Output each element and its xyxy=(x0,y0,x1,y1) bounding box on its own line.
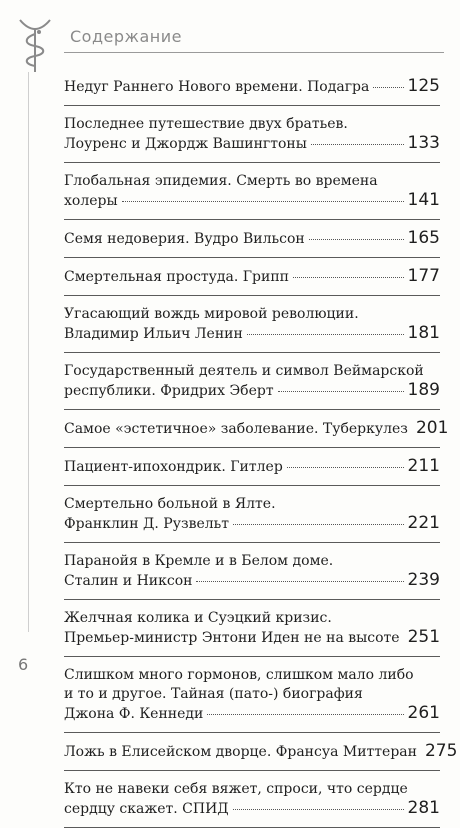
toc-entry-page: 275 xyxy=(424,741,458,761)
page-number: 6 xyxy=(18,655,29,674)
table-of-contents xyxy=(64,68,458,828)
toc-entry-title-line: Недуг Раннего Нового времени. Подагра xyxy=(64,79,370,95)
toc-entry-title-line: Владимир Ильич Ленин xyxy=(64,326,243,342)
toc-entry xyxy=(64,353,440,410)
toc-entry-title-line: Глобальная эпидемия. Смерть во времена xyxy=(64,173,378,189)
dot-leader xyxy=(122,200,404,202)
toc-entry xyxy=(64,410,449,448)
toc-entry-page: 239 xyxy=(407,570,440,590)
toc-entry-title-line: Желчная колика и Суэцкий кризис. xyxy=(64,610,332,626)
toc-entry-title-line: Пациент-ипохондрик. Гитлер xyxy=(64,459,283,475)
section-title: Содержание xyxy=(70,27,182,46)
dot-leader xyxy=(233,523,404,525)
toc-entry-title-line: Джона Ф. Кеннеди xyxy=(64,706,204,722)
dot-leader xyxy=(196,580,403,582)
toc-entry-page: 221 xyxy=(407,513,440,533)
dot-leader xyxy=(278,390,404,392)
toc-entry xyxy=(64,657,440,733)
dot-leader xyxy=(233,808,404,810)
toc-entry-title-line: Кто не навеки себя вяжет, спроси, что сердце xyxy=(64,781,408,797)
toc-entry-title-line: Паранойя в Кремле и в Белом доме. xyxy=(64,553,334,569)
dot-leader xyxy=(309,238,404,240)
toc-entry-title-line: холеры xyxy=(64,193,118,209)
dot-leader xyxy=(207,713,403,715)
side-rule xyxy=(28,72,29,632)
dot-leader xyxy=(373,86,403,88)
toc-entry-page: 125 xyxy=(407,76,440,96)
toc-entry-title-line: Семя недоверия. Вудро Вильсон xyxy=(64,231,305,247)
toc-entry xyxy=(64,771,440,828)
toc-entry xyxy=(64,296,440,353)
toc-entry xyxy=(64,68,440,106)
toc-entry-page: 165 xyxy=(407,228,440,248)
toc-entry-title-line: республики. Фридрих Эберт xyxy=(64,383,274,399)
caduceus-icon xyxy=(16,14,54,74)
toc-entry-title-line: Последнее путешествие двух братьев. xyxy=(64,116,348,132)
dot-leader xyxy=(293,276,404,278)
toc-entry-title-line: Государственный деятель и символ Веймарской xyxy=(64,363,424,379)
toc-entry-page: 281 xyxy=(407,798,440,818)
toc-entry-title-line: Премьер-министр Энтони Иден не на высоте xyxy=(64,630,400,646)
header-rule xyxy=(64,52,444,53)
toc-entry-page: 211 xyxy=(407,456,440,476)
toc-entry-page: 181 xyxy=(407,323,440,343)
toc-entry-title-line: Лоуренс и Джордж Вашингтоны xyxy=(64,136,307,152)
toc-entry-page: 141 xyxy=(407,190,440,210)
toc-entry xyxy=(64,600,440,657)
toc-entry-page: 133 xyxy=(407,133,440,153)
toc-entry xyxy=(64,220,440,258)
toc-entry-title-line: Угасающий вождь мировой революции. xyxy=(64,306,359,322)
toc-entry xyxy=(64,543,440,600)
toc-entry-page: 201 xyxy=(415,418,449,438)
toc-entry xyxy=(64,486,440,543)
toc-entry xyxy=(64,106,440,163)
toc-entry-title-line: и то и другое. Тайная (пато-) биография xyxy=(64,686,363,702)
toc-entry-title-line: Слишком много гормонов, слишком мало либо xyxy=(64,667,414,683)
toc-entry xyxy=(64,733,458,771)
toc-entry xyxy=(64,163,440,220)
toc-entry-page: 261 xyxy=(407,703,440,723)
dot-leader xyxy=(287,466,404,468)
toc-entry-title-line: Сталин и Никсон xyxy=(64,573,193,589)
toc-entry-title-line: Самое «эстетичное» заболевание. Туберкулез xyxy=(64,421,408,437)
toc-entry-page: 177 xyxy=(407,266,440,286)
toc-entry xyxy=(64,258,440,296)
toc-entry-title-line: Франклин Д. Рузвельт xyxy=(64,516,230,532)
toc-entry xyxy=(64,448,440,486)
dot-leader xyxy=(311,143,404,145)
toc-entry-title-line: Смертельно больной в Ялте. xyxy=(64,496,276,512)
toc-entry-page: 251 xyxy=(407,627,441,647)
toc-entry-title-line: сердцу скажет. СПИД xyxy=(64,801,229,817)
toc-entry-title-line: Ложь в Елисейском дворце. Франсуа Миттеран xyxy=(64,744,417,760)
toc-entry-title-line: Смертельная простуда. Грипп xyxy=(64,269,289,285)
page-header xyxy=(0,0,460,70)
toc-entry-page: 189 xyxy=(407,380,440,400)
dot-leader xyxy=(247,333,404,335)
